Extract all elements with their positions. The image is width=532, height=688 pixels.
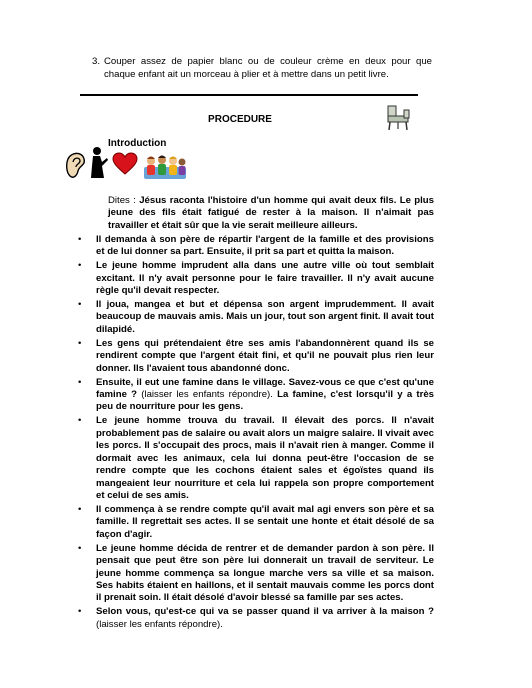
chair-icon	[384, 104, 414, 132]
section-divider	[80, 94, 418, 96]
step-text: Couper assez de papier blanc ou de couleur crème en deux pour que chaque enfant ait un morceau à plier et à mettre dans un petit livre.	[104, 56, 432, 80]
praying-person-icon	[88, 146, 112, 180]
paragraph-text: Selon vous, qu'est-ce qui va se passer quand il va arriver à la maison ?	[96, 606, 434, 618]
introduction-heading: Introduction	[108, 138, 167, 149]
list-item	[78, 543, 434, 605]
procedure-heading: PROCEDURE	[208, 114, 272, 125]
paragraph-text: Le jeune homme trouva du travail. Il élevait des porcs. Il n'avait probablement pas de salaire ou avait alors un maigre salaire. Il vivait avec les porcs. Il s'occupait des procs, mais il n'avait rien à manger. Comme il dormait avec les animaux, cela lui donna peut-être l'occasion de se rendre compte que les cochons étaient sales et égoïstes quand ils mangeaient leur nourriture et cela lui rappela son propre comportement et celui de ses amis.	[96, 415, 434, 501]
paragraph-text: Il joua, mangea et but et dépensa son argent imprudemment. Il avait beaucoup de mauvais amis. Mais un jour, tout son argent finit. Il avait tout dilapidé.	[96, 299, 434, 335]
list-item	[78, 260, 434, 297]
list-item	[78, 338, 434, 375]
list-item	[78, 415, 434, 502]
paragraph-text: Le jeune homme imprudent alla dans une autre ville où tout semblait excitant. Il n'y avait personne pour le faire travailler. Il n'y avait aucune règle qu'il devait respecter.	[96, 260, 434, 297]
materials-step-3	[92, 55, 432, 81]
bullet: •	[78, 337, 82, 349]
paragraph-text: La famine, c'est lorsqu'il y a très peu de nourriture pour les gens.	[96, 389, 434, 413]
list-item	[78, 377, 434, 414]
ear-icon	[64, 150, 88, 180]
bullet: •	[78, 503, 82, 515]
step-number: 3.	[92, 56, 101, 67]
paragraph-text: Ensuite, il eut une famine dans le village. Savez-vous ce que c'est qu'une famine ?	[96, 376, 434, 401]
list-item	[78, 606, 434, 631]
list-item	[78, 299, 434, 336]
intro-prefix: Dites :	[108, 195, 140, 206]
bullet: •	[78, 376, 82, 388]
bullet: •	[78, 415, 82, 427]
paragraph-text: Le jeune homme décida de rentrer et de demander pardon à son père. Il pensait que peut être son père lui donnerait un travail de serviteur. Le jeune homme commença sa longue marche vers sa ville et sa maison. Ses habits étaient en haillons, et il sentait mauvais comme les porcs dont il prenait soin. Il était désolé d'avoir blessé sa famille par ses actes.	[96, 542, 434, 604]
intro-text: Jésus raconta l'histoire d'un homme qui avait deux fils. Le plus jeune des fils était fatigué de rester à la maison. Il n'aimait pas travailler et était sûr que la vie serait meilleure ailleurs.	[108, 195, 434, 231]
bullet: •	[78, 233, 82, 245]
paragraph-text: Il demanda à son père de répartir l'argent de la famille et des provisions et de lui donner sa part. Ensuite, il prit sa part et quitta la maison.	[96, 233, 434, 258]
story-body	[78, 195, 434, 633]
list-item	[78, 504, 434, 541]
paragraph-text: Il commença à se rendre compte qu'il avait mal agi envers son père et sa famille. Il regrettait ses actes. Il se sentait une honte et était désolé de sa façon d'agir.	[96, 503, 434, 540]
instruction-note: (laisser les enfants répondre).	[137, 389, 278, 401]
bullet: •	[78, 260, 82, 272]
story-intro	[78, 195, 434, 232]
instruction-note: (laisser les enfants répondre).	[96, 618, 223, 630]
paragraph-text: Les gens qui prétendaient être ses amis l'abandonnèrent quand ils se rendirent compte que l'argent était fini, et qu'il ne pouvait plus rien leur donner. Ils l'avaient tous abandonné donc.	[96, 337, 434, 374]
heart-icon	[112, 152, 138, 176]
list-item	[78, 234, 434, 259]
children-group-icon	[143, 153, 187, 181]
bullet: •	[78, 542, 82, 554]
bullet: •	[78, 606, 82, 618]
bullet: •	[78, 299, 82, 311]
